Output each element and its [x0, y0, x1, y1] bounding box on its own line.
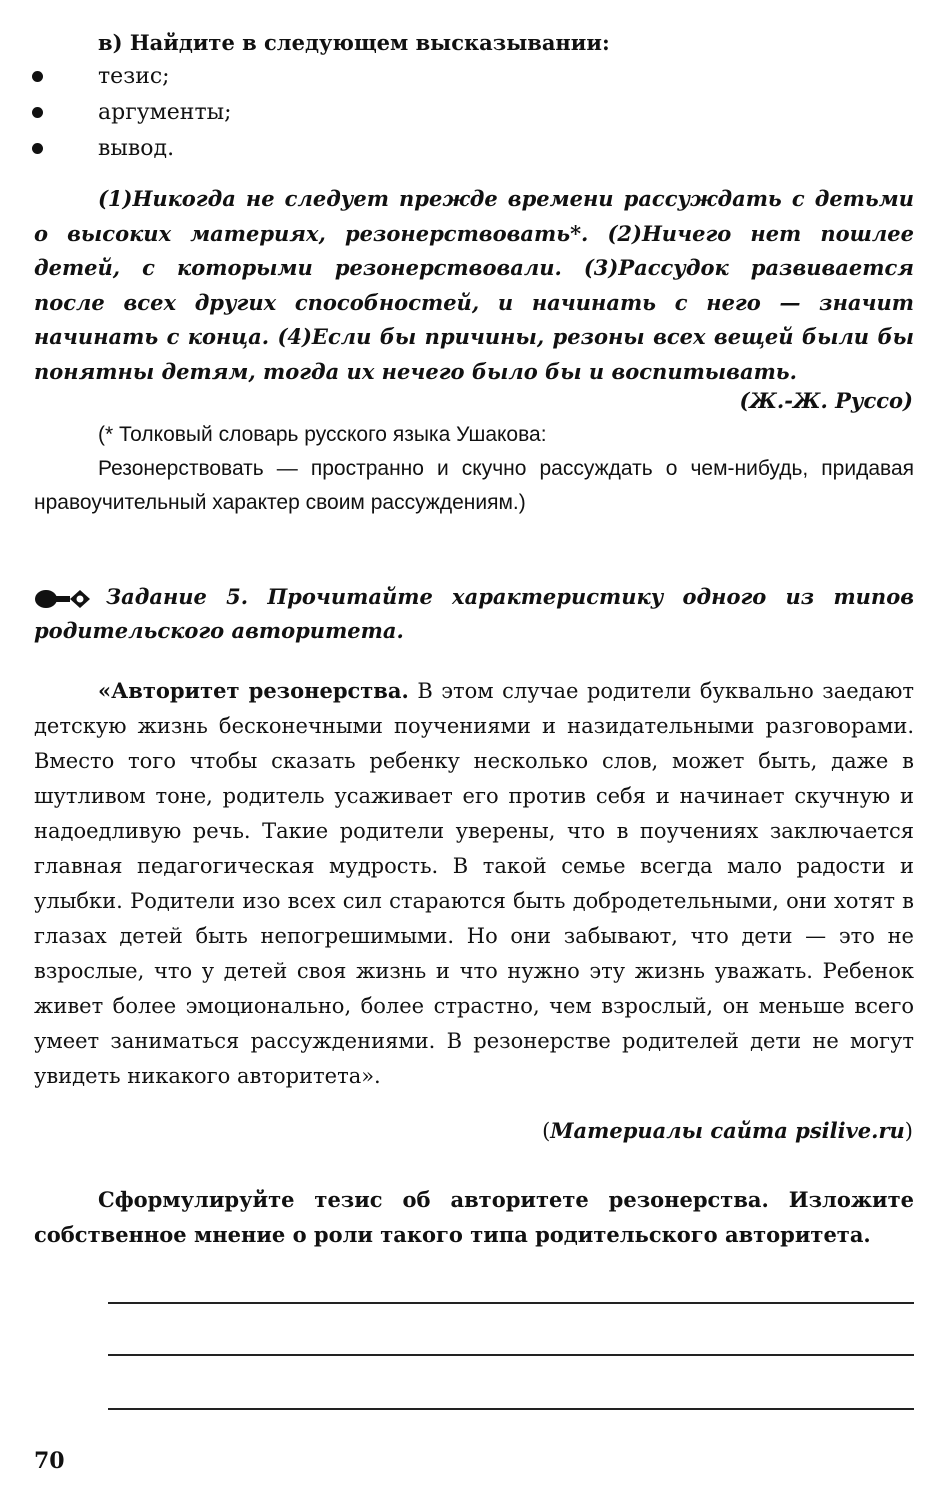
text-source: (Материалы сайта psilive.ru): [542, 1118, 913, 1143]
text-body: В этом случае родители буквально заедают детскую жизнь бесконечными поучениями и назидательными разговорами. Вместо того чтобы сказать ребенку несколько слов, может быть, даже в шутливом тоне, родитель усаживает его против себя и начинает скучную и надоедливую речь. Такие родители уверены, что в поучениях заключается главная педагогическая мудрость. В такой семье всегда мало радости и улыбки. Родители изо всех сил стараются быть добродетельными, они хотят в глазах детей быть непогрешимыми. Но они забывают, что дети — это не взрослые, что у детей своя жизнь и что нужно эту жизнь уважать. Ребенок живет более эмоционально, более страстно, чем взрослый, он меньше всего умеет заниматься рассуждениями. В резонерстве родителей дети не могут увидеть никакого авторитета».: [34, 679, 914, 1088]
answer-line[interactable]: [108, 1354, 914, 1356]
task5-instruction: Сформулируйте тезис об авторитете резонерства. Изложите собственное мнение о роли такого типа родительского авторитета.: [34, 1187, 914, 1247]
dictionary-footnote: [34, 418, 914, 520]
exercise-heading: в) Найдите в следующем высказывании:: [98, 30, 610, 55]
page-number: 70: [34, 1448, 65, 1474]
rousseau-quote: (1)Никогда не следует прежде времени рассуждать с детьми о высоких материях, резонерствовать*. (2)Ничего нет пошлее детей, с которыми резонерствовали. (3)Рассудок развивается после всех других способностей, и начинать с него — значит начинать с конца. (4)Если бы причины, резоны всех вещей были бы понятны детям, тогда их нечего было бы и воспитывать.: [34, 186, 914, 384]
task5-text: [34, 673, 914, 1094]
answer-line[interactable]: [108, 1302, 914, 1304]
textbook-page: в) Найдите в следующем высказывании: тезис; аргументы; вывод. (1)Никогда не следует прежде времени рассуждать с детьми о высоких материях, резонерствовать*. (2)Ничего нет пошлее детей, с которыми резонерствовали. (3)Рассудок развивается после всех других способностей, и начинать с него — значит начинать с конца. (4)Если бы причины, резоны всех вещей были бы понятны детям, тогда их нечего было бы и воспитывать. (Ж.-Ж. Руссо) (* Толковый словарь русского языка Ушакова: Резонерствовать — пространно и скучно рассуждать о чем-нибудь, придавая нравоучительный характер своим рассуждениям.) Задание 5. Прочитайте характеристику одного из типов родительского авторитета. «Авторитет резонерства. В этом случае родители буквально заедают детскую жизнь бесконечными поучениями и назидательными разговорами. Вместо того чтобы сказать ребенку несколько слов, может быть, даже в шутливом тоне, родитель усаживает его против себя и начинает скучную и надоедливую речь. Такие родители уверены, что в поучениях заключается главная педагогическая мудрость. В такой семье всегда мало радости и улыбки. Родители изо всех сил стараются быть добродетельными, они хотят в глазах детей быть непогрешимыми. Но они забывают, что дети — это не взрослые, что у детей своя жизнь и что нужно эту жизнь уважать. Ребенок живет более эмоционально, более страстно, чем взрослый, он меньше всего умеет заниматься рассуждениями. В резонерстве родителей дети не могут увидеть никакого авторитета». (Материалы сайта psilive.ru) Сформулируйте тезис об авторитете резонерства. Изложите собственное мнение о роли такого типа родительского авторитета. 70: [34, 30, 914, 1474]
dictionary-definition: Резонерствовать — пространно и скучно рассуждать о чем-нибудь, придавая нравоучительный характер своим рассуждениям.): [34, 457, 914, 514]
task5-title: Задание 5. Прочитайте характеристику одного из типов родительского авторитета.: [34, 584, 914, 643]
bullet-icon: [32, 71, 43, 82]
bullet-icon: [32, 107, 43, 118]
quote-author: (Ж.-Ж. Руссо): [739, 388, 913, 413]
source-name: Материалы сайта psilive.ru: [550, 1118, 905, 1143]
bullet-icon: [32, 143, 43, 154]
dictionary-source: (* Толковый словарь русского языка Ушакова:: [98, 423, 547, 446]
text-lead: «Авторитет резонерства.: [98, 678, 409, 703]
answer-line[interactable]: [108, 1408, 914, 1410]
